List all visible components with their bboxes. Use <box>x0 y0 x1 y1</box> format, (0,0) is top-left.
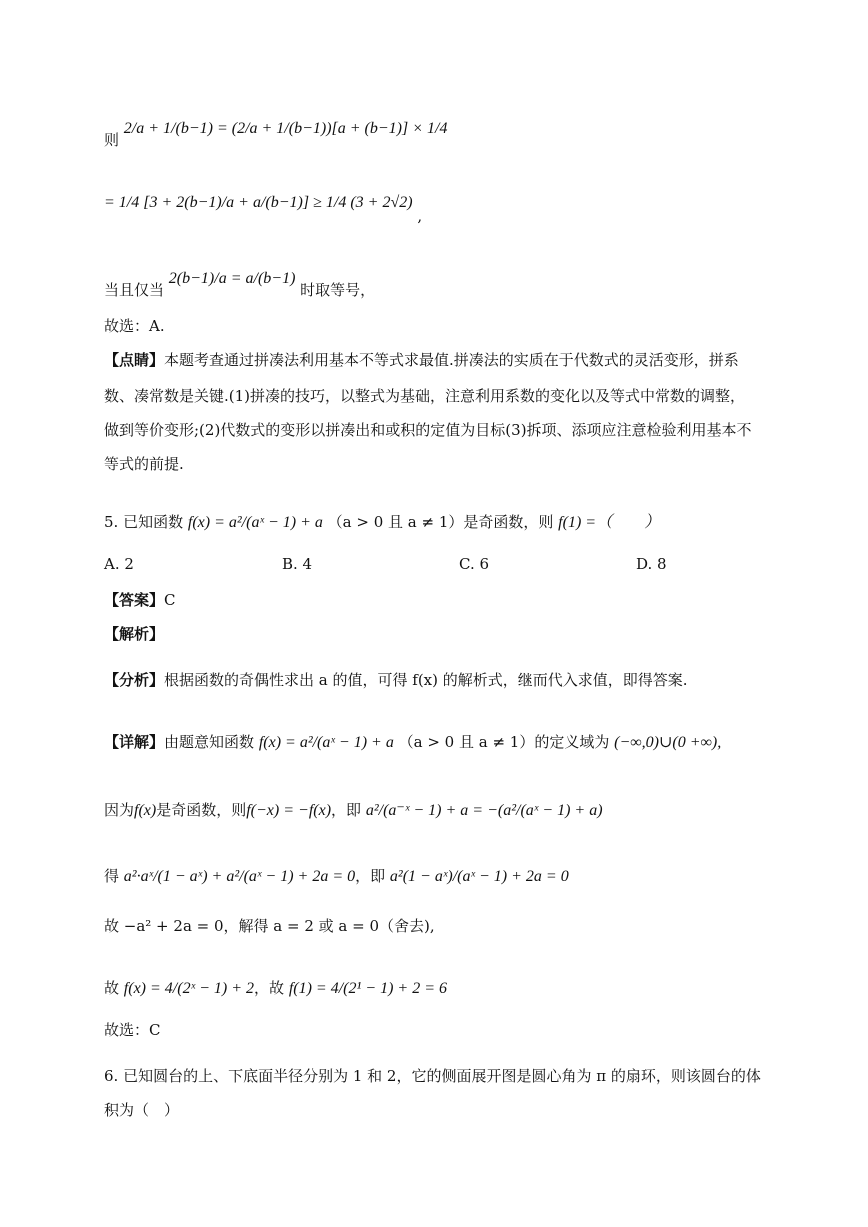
detail-5-prefix: 故 <box>104 979 120 997</box>
q5-option-d[interactable]: D. 8 <box>636 555 667 573</box>
detail-3-expr2: a²(1 − aˣ)/(aˣ − 1) + 2a = 0 <box>389 868 569 885</box>
q5-option-b[interactable]: B. 4 <box>282 555 313 573</box>
analysis-tag: 【解析】 <box>104 625 165 643</box>
q5-answer <box>104 590 176 610</box>
fenxi-text: 根据函数的奇偶性求出 a 的值，可得 f(x) 的解析式，继而代入求值，即得答案. <box>164 671 688 689</box>
q6-line-2: 积为（ ） <box>104 1101 180 1119</box>
detail-1-prefix: 由题意知函数 <box>164 733 255 751</box>
q5-option-c[interactable]: C. 6 <box>459 555 490 573</box>
sol-line-1 <box>104 118 448 149</box>
detail-2-prefix: 因为 <box>104 801 135 819</box>
detail-3-mid: ，即 <box>355 867 386 885</box>
sol-line-2-expr: = 1/4 [3 + 2(b−1)/a + a/(b−1)] ≥ 1/4 (3 + 2√2) <box>104 194 413 211</box>
tip-line-2: 数、凑常数是关键.(1)拼凑的技巧，以整式为基础，注意利用系数的变化以及等式中常数的调整， <box>104 387 746 405</box>
q5-stem-cond: （a > 0 且 a ≠ 1）是奇函数，则 <box>327 513 554 531</box>
detail-1-cond: （a > 0 且 a ≠ 1）的定义域为 <box>398 733 610 751</box>
q5-stem <box>104 512 660 533</box>
fenxi-tag: 【分析】 <box>104 671 165 689</box>
detail-2-a: f(x) <box>134 802 157 819</box>
q5-choose: 故选：C <box>104 1021 161 1039</box>
q5-detail-2 <box>104 800 603 821</box>
sol-line-1-expr: 2/a + 1/(b−1) = (2/a + 1/(b−1))[a + (b−1)] × 1/4 <box>123 120 448 137</box>
q5-detail-5 <box>104 978 447 999</box>
sol-choose: 故选：A. <box>104 317 165 335</box>
detail-5-mid: ，故 <box>254 979 285 997</box>
q5-stem-expr: f(x) = a²/(aˣ − 1) + a <box>187 514 323 531</box>
detail-2-d: ，即 <box>331 801 362 819</box>
sol-line-2 <box>104 192 423 225</box>
answer-tag: 【答案】 <box>104 591 165 609</box>
detail-tag: 【详解】 <box>104 733 165 751</box>
q6-line-1: 6. 已知圆台的上、下底面半径分别为 1 和 2，它的侧面展开图是圆心角为 π 的扇环，则该圆台的体 <box>104 1067 761 1085</box>
detail-2-b: 是奇函数，则 <box>156 801 247 819</box>
q5-detail-4: 故 −a² + 2a = 0，解得 a = 2 或 a = 0（舍去), <box>104 917 435 935</box>
sol-line-3 <box>104 268 376 299</box>
sol-line-1-prefix: 则 <box>104 131 120 149</box>
sol-line-3-expr: 2(b−1)/a = a/(b−1) <box>168 270 296 287</box>
tip-line-4: 等式的前提. <box>104 455 184 473</box>
sol-line-3-suffix: 时取等号， <box>300 281 376 299</box>
tip-line-3: 做到等价变形;(2)代数式的变形以拼凑出和或积的定值为目标(3)拆项、添项应注意检验利用基本不 <box>104 421 752 439</box>
sol-line-3-prefix: 当且仅当 <box>104 281 165 299</box>
q5-option-a[interactable]: A. 2 <box>104 555 134 573</box>
tip-tag: 【点睛】 <box>104 351 165 369</box>
detail-3-prefix: 得 <box>104 867 120 885</box>
detail-2-c: f(−x) = −f(x) <box>246 802 332 819</box>
detail-1-domain: (−∞,0)∪(0 +∞), <box>614 734 722 751</box>
detail-5-expr2: f(1) = 4/(2¹ − 1) + 2 = 6 <box>288 980 447 997</box>
q5-stem-ask: f(1) =（ ） <box>558 514 661 531</box>
q5-stem-prefix: 5. 已知函数 <box>104 513 184 531</box>
detail-2-expr: a²/(a⁻ˣ − 1) + a = −(a²/(aˣ − 1) + a) <box>365 802 603 819</box>
q5-fenxi <box>104 670 688 690</box>
sol-line-2-suffix: , <box>417 207 423 225</box>
detail-5-expr: f(x) = 4/(2ˣ − 1) + 2 <box>123 980 255 997</box>
q5-detail-1 <box>104 732 721 753</box>
detail-3-expr: a²·aˣ/(1 − aˣ) + a²/(aˣ − 1) + 2a = 0 <box>123 868 356 885</box>
tip-text-1: 本题考查通过拼凑法利用基本不等式求最值.拼凑法的实质在于代数式的灵活变形，拼系 <box>164 351 739 369</box>
detail-1-expr: f(x) = a²/(aˣ − 1) + a <box>258 734 394 751</box>
answer-value: C <box>164 591 176 609</box>
q5-detail-3 <box>104 866 569 887</box>
tip-line-1 <box>104 350 739 370</box>
